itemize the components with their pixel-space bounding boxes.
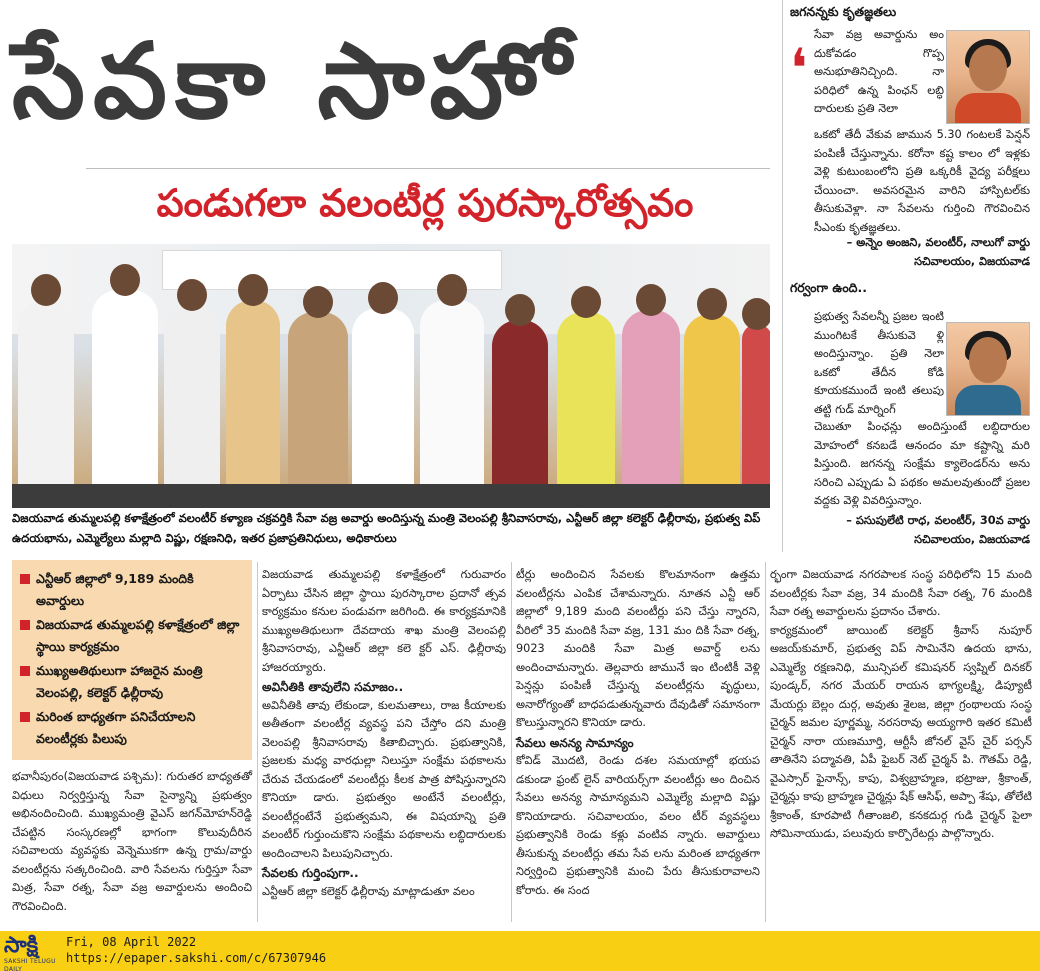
highlight-text: విజయవాడ తుమ్మలపల్లి కళాక్షేత్రంలో జిల్లా స్థాయి కార్యక్రమం — [36, 617, 240, 654]
highlights-box — [12, 560, 252, 760]
article-column-4 — [770, 566, 1032, 844]
photo-person — [492, 320, 548, 500]
bullet-icon — [20, 712, 30, 722]
article-paragraph: కోవిడ్ మొదటి, రెండు దశల సమయాల్లో భయప డకుండా ఫ్రంట్ లైన్ వారియర్స్‌గా వలంటీర్లు అం దించిన సేవలు అనన్య సామాన్యమని ఎమ్మెల్యే మల్లాది విష్ణు కొనియాడారు. సచివాలయం, వలం టీర్ వ్యవస్థలు ప్రభుత్వానికి రెండు కళ్లు వంటివ న్నారు. అవార్డులు తీసుకున్న వలంటీర్లు తమ సేవ లను మరింత బాధ్యతగా నిర్వర్తించి ప్రభుత్వానికి మంచి పేరు తీసుకురావాలని కోరారు. ఈ సంద — [516, 754, 760, 897]
article-paragraph: ర్భంగా విజయవాడ నగరపాలక సంస్థ పరిధిలోని 15 మంది వలంటీర్లకు సేవా వజ్ర, 34 మందికి సేవా రత్న, 76 మందికి సేవా రత్న అవార్డులను ప్రదానం చేశారు. — [770, 568, 1032, 618]
quote1-portrait — [946, 30, 1030, 124]
highlight-item — [18, 706, 244, 750]
edition-date: Fri, 08 April 2022 — [66, 935, 197, 949]
photo-person — [622, 310, 680, 500]
logo-subtext: SAKSHI TELUGU DAILY — [4, 958, 56, 971]
article-subheading: సేవలు అనన్య సామాన్యం — [516, 735, 634, 750]
stage-floor — [12, 484, 770, 508]
article-paragraph: ఎన్టీఆర్ జిల్లా కలెక్టర్ ఢిల్లీరావు మాట్లాడుతూ వలం — [262, 884, 475, 898]
quote2-text-rest: చెబుతూ పింఛన్లు అందిస్తుంటే లబ్ధిదారుల మోహంలో కనబడే ఆనందం మా కష్టాన్ని మరి పిస్తుంది. జగనన్న సంక్షేమ క్యాలెండర్‌ను అను సరించి ఎప్పుడు ఏ పథకం అమలవుతుందో ప్రజల వద్దకు వెళ్లి వివరిస్తున్నాం. — [814, 420, 1030, 507]
article-paragraph: కార్యక్రమంలో జాయింట్ కలెక్టర్ శ్రీవాస్ నుపూర్ అజయ్‌కుమార్, ప్రభుత్వ విప్ సామినేని ఉదయ భాను, ఎమ్మెల్యే రక్షణనిధి, మున్సిపల్ కమిషనర్ స్వప్నిల్ దినకర్ పుండ్కర్, నగర మేయర్ రాయన భాగ్యలక్ష్మి, డిప్యూటీ మేయర్లు బెల్లం దుర్గ, అవుతు శైలజ, జిల్లా గ్రంథాలయ సంస్థ చైర్మన్ జమల పూర్ణమ్మ, నరసరావు అయ్యగారి ఇతర కమిటీ చైర్మన్ నారా యణమూర్తి, ఆర్టీసీ జోనల్ వైస్ చైర్ పర్సన్ తాతినేని పద్మావతి, ఏపీ ఫైబర్ నెట్ చైర్మన్ పి. గౌతమ్ రెడ్డి, వైఎస్సార్ ఫైనాన్స్, కాపు, విశ్వబ్రాహ్మణ, భట్రాజు, శ్రీకాంత్, చైర్మన్లు కాపు బ్రాహ్మణ చైర్మన్లు షేక్ ఆసిఫ్, అప్పా శేషు, తోలేటి శ్రీకాంత్, కూరపాటి గీతాంజలి, కనకదుర్గ గుడి చైర్మన్ పైలా సోమినాయుడు, పలువురు కార్పొరేటర్లు పాల్గొన్నారు. — [770, 623, 1032, 840]
quote-mark-icon: ❛ — [790, 37, 808, 100]
bullet-icon — [20, 620, 30, 630]
photo-person — [557, 312, 615, 500]
subheadline: పండుగలా వలంటీర్ల పురస్కారోత్సవం — [156, 181, 694, 225]
subhead-rule — [86, 168, 770, 169]
photo-person — [684, 314, 740, 500]
column-divider — [257, 562, 258, 922]
footer-bar — [0, 931, 1040, 971]
photo-person — [18, 300, 74, 500]
article-column-1 — [12, 768, 252, 916]
highlight-text: మరింత బాధ్యతగా పనిచేయాలని వలంటీర్లకు పిలుపు — [36, 709, 196, 746]
quote1-text-rest: ఒకటో తేదీ వేకువ జామున 5.30 గంటలకే పెన్షన్ పంపిణీ చేస్తున్నాను. కరోనా కష్ట కాలం లో ఇళ్లకు వెళ్లి కుటుంబంలోని ప్రతి ఒక్కరికీ వైద్య పరీక్షలు చేయించా. అవసరమైన వారిని హాస్పిటల్‌కు తీసుకువెళ్లా. నా సేవలను గుర్తించి గౌరవించిన సీఎంకు కృతజ్ఞతలు. — [814, 128, 1030, 234]
highlight-item — [18, 614, 244, 658]
quote1-signature: – అన్నెం అంజని, వలంటీర్, నాలుగో వార్డు — [846, 236, 1030, 249]
column-divider — [511, 562, 512, 922]
quote1-text-top: సేవా వజ్ర అవార్డును అం దుకోవడం గొప్ప అనుభూతినిచ్చింది. నా పరిధిలో ఉన్న పింఛన్ లబ్ధి దారులకు ప్రతి నెలా — [814, 28, 944, 115]
bullet-icon — [20, 666, 30, 676]
article-paragraph: టీర్లు అందించిన సేవలకు కొలమానంగా ఉత్తమ వలంటీర్లను ఎంపిక చేశామన్నారు. నూతన ఎన్టీ ఆర్ జిల్లాలో 9,189 మంది వలంటీర్లు పని చేస్తు న్నారని, వీరిలో 35 మందికి సేవా వజ్ర, 131 మం దికి సేవా రత్న, 9023 మందికి సేవా మిత్ర అవార్డ్ లను అందించామన్నారు. తెల్లవారు జామునే ఇం టింటికీ వెళ్లి పెన్షన్లు పంపిణీ చేస్తున్న వలంటీర్లను వృద్ధులు, అనారోగ్యంతో బాధపడుతున్నవారు దేవుడితో సమానంగా కొలుస్తున్నారని కొనియా డారు. — [516, 568, 760, 729]
quote2-portrait — [946, 322, 1030, 416]
highlight-item — [18, 568, 244, 612]
logo-text: సాక్షి — [4, 933, 39, 958]
highlight-text: ఎన్టీఆర్ జిల్లాలో 9,189 మందికి అవార్డులు — [36, 571, 194, 608]
highlight-item — [18, 660, 244, 704]
sidebar-divider — [782, 0, 783, 552]
headline: సేవకా సాహో — [12, 20, 579, 142]
article-paragraph: విజయవాడ తుమ్మలపల్లి కళాక్షేత్రంలో గురువారం ఏర్పాటు చేసిన జిల్లా స్థాయి పురస్కారాల ప్రదానో త్సవ కార్యక్రమం కనుల పండువగా జరిగింది. ఈ కార్యక్రమానికి ముఖ్యఅతిథులుగా దేవదాయ శాఖ మంత్రి వెలంపల్లి శ్రీనివాసరావు, ఎన్టీఆర్ జిల్లా కలె క్టర్ ఎస్. ఢిల్లీరావు హాజరయ్యారు. — [262, 568, 506, 674]
photo-person — [226, 300, 280, 500]
photo-person — [742, 324, 770, 500]
masthead — [12, 6, 782, 156]
testimonials-sidebar — [790, 0, 1038, 556]
highlight-text: ముఖ్యఅతిథులుగా హాజరైన మంత్రి వెలంపల్లి, కలెక్టర్ ఢిల్లీరావు — [36, 663, 203, 700]
photo-person — [420, 300, 484, 500]
photo-person — [288, 312, 348, 500]
quote2-title: గర్వంగా ఉంది.. — [790, 280, 867, 295]
quote1-signature-org: సచివాలయం, విజయవాడ — [914, 255, 1030, 268]
article-column-3 — [516, 566, 760, 900]
article-subheading: అవినీతికి తావులేని సమాజం.. — [262, 680, 404, 694]
article-paragraph: అవినీతికి తావు లేకుండా, కులమతాలు, రాజ కీయాలకు అతీతంగా వలంటీర్ల వ్యవస్థ పని చేస్తోం దని మంత్రి వెలంపల్లి శ్రీనివాసరావు కితాబిచ్చారు. ప్రభుత్వానికి, ప్రజలకు మధ్య వారధుల్లా నిలుస్తూ సంక్షేమ పథకాలను చేరువ చేయడంలో వలంటీర్లు కీలక పాత్ర పోషిస్తున్నారని కొనియా డారు. ప్రభుత్వం అంటేనే వలంటీర్లు, వలంటీర్లంటేనే ప్రభుత్వమని, ఈ విషయాన్ని ప్రతి వలంటీర్ గుర్తుంచుకొని సంక్షేమ పథకాలను లబ్ధిదారులకు అందించాలని పిలుపునిచ్చారు. — [262, 698, 506, 860]
photo-person — [92, 290, 158, 500]
event-photo — [12, 244, 770, 508]
photo-caption: విజయవాడ తుమ్మలపల్లి కళాక్షేత్రంలో వలంటీర్ కళ్యాణ చక్రవర్తికి సేవా వజ్ర అవార్డు అందిస్తున్న మంత్రి వెలంపల్లి శ్రీనివాసరావు, ఎన్టీఆర్ జిల్లా కలెక్టర్ ఢిల్లీరావు, ప్రభుత్వ విప్ ఉదయభాను, ఎమ్మెల్యేలు మల్లాది విష్ణు, రక్షణనిధి, ఇతర ప్రజాప్రతినిధులు, అధికారులు — [12, 511, 761, 545]
bullet-icon — [20, 574, 30, 584]
photo-person — [164, 305, 220, 500]
quote2-text-top: ప్రభుత్వ సేవలన్నీ ప్రజల ఇంటి ముంగిటకే తీసుకువె ళ్లి అందిస్తున్నాం. ప్రతి నెలా ఒకటో తేదీన కోడి కూయకముందే ఇంటి తలుపు తట్టి గుడ్ మార్నింగ్ — [814, 310, 944, 416]
photo-person — [352, 308, 414, 500]
sakshi-logo[interactable] — [4, 933, 62, 971]
column-divider — [765, 562, 766, 922]
epaper-link[interactable]: https://epaper.sakshi.com/c/67307946 — [66, 951, 327, 965]
article-paragraph: భవానీపురం(విజయవాడ పశ్చిమ): గురుతర బాధ్యతతో విధులు నిర్వర్తిస్తున్న సేవా సైన్యాన్ని ప్రభుత్వం అభినందించింది. ముఖ్యమంత్రి వైఎస్ జగన్‌మోహన్‌రెడ్డి చేపట్టిన సంస్కరణల్లో భాగంగా కొలువుదీరిన సచివాలయ వ్యవస్థకు వెన్నెముకగా ఉన్న గ్రామ/వార్డు వలంటీర్లను సత్కరించింది. వారి సేవలను గుర్తిస్తూ సేవా మిత్ర, సేవా రత్న, సేవా వజ్ర అవార్డులను అందించి గౌరవించింది. — [12, 770, 252, 913]
quote2-signature-org: సచివాలయం, విజయవాడ — [914, 533, 1030, 546]
article-column-2 — [262, 566, 506, 901]
quote2-signature: – పసుపులేటి రాధ, వలంటీర్, 30వ వార్డు — [846, 514, 1030, 527]
article-subheading: సేవలకు గుర్తింపుగా.. — [262, 866, 359, 880]
quote1-title: జగనన్నకు కృతజ్ఞతలు — [790, 4, 897, 19]
